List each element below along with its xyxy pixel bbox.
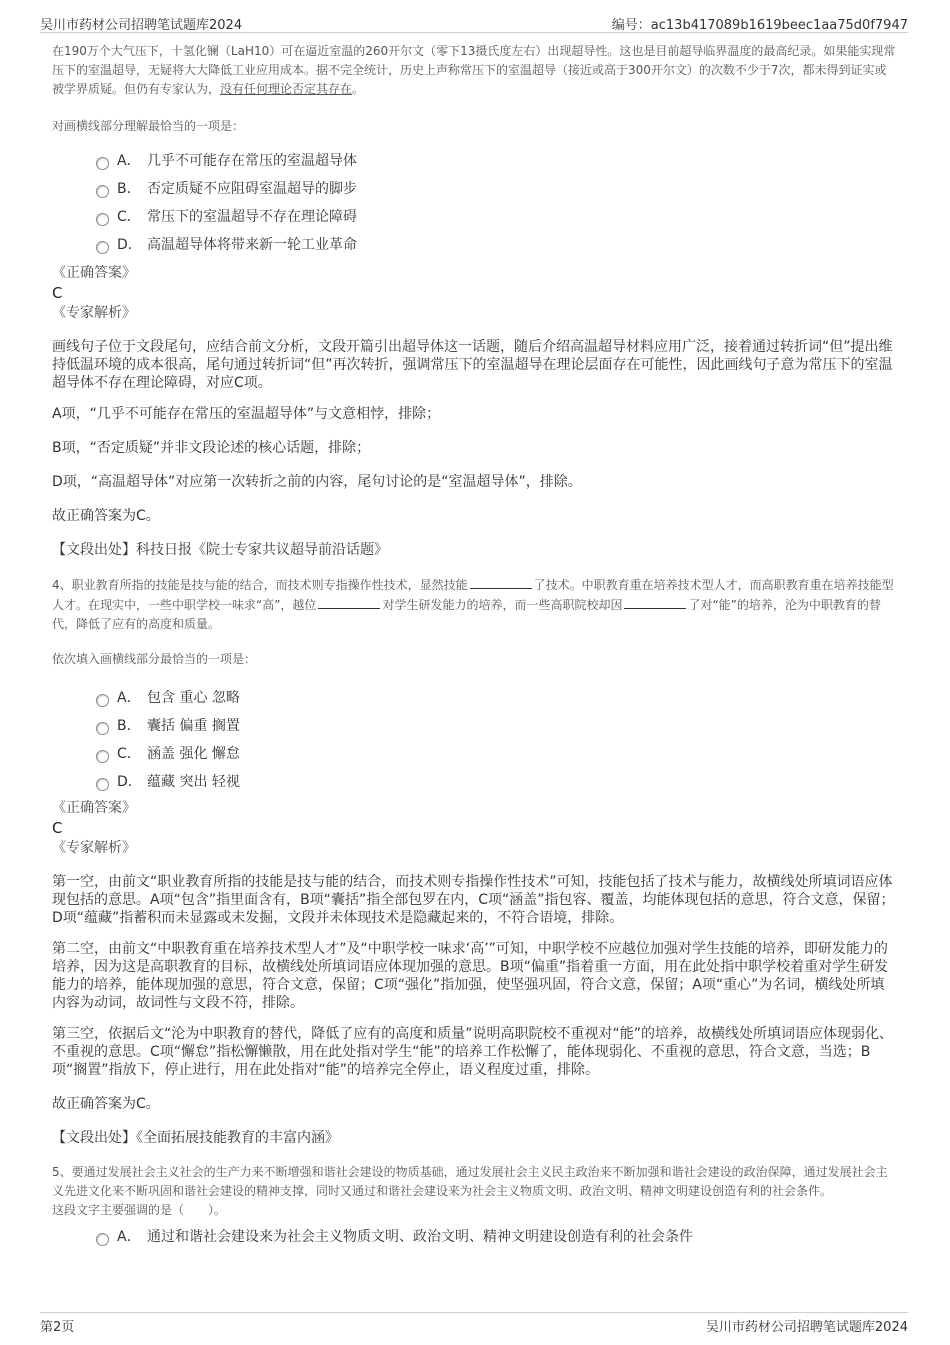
footer-title: 吴川市药材公司招聘笔试题库2024 [705,1320,908,1335]
option-letter: A． [117,690,141,706]
option-letter: D． [117,237,142,253]
q3-passage-end: 。 [352,82,365,96]
q4-analysis-label: 《专家解析》 [52,840,136,856]
q3-underlined-text: 没有任何理论否定其存在 [220,82,353,96]
option-text: 囊括 偏重 搁置 [147,718,240,734]
option-letter: A． [117,153,141,169]
q3-answer-label: 《正确答案》 [52,265,136,281]
option-letter: B． [117,181,141,197]
option-text: 常压下的室温超导不存在理论障碍 [147,209,357,225]
q3-option-a[interactable] [96,146,898,174]
q4-option-a[interactable] [96,683,898,711]
fill-blank-1 [470,575,532,589]
radio-icon[interactable] [96,1233,109,1246]
option-text: 否定质疑不应阻碍室温超导的脚步 [147,181,357,197]
q3-answer: C [52,284,63,302]
q4-passage [52,575,898,634]
q3-analysis-3: B项，“否定质疑”并非文段论述的核心话题，排除； [52,440,371,456]
option-letter: A． [117,1229,141,1245]
q4-source: 【文段出处】《全面拓展技能教育的丰富内涵》 [52,1130,339,1146]
option-text: 涵盖 强化 懈怠 [147,746,240,762]
q4-answer: C [52,819,63,837]
q4-passage-text-3: 对学生研发能力的培养，而一些高职院校却因 [382,598,623,612]
fill-blank-3 [624,595,686,609]
radio-icon[interactable] [96,157,109,170]
radio-icon[interactable] [96,778,109,791]
q3-passage [52,42,898,99]
q4-option-b[interactable] [96,711,898,739]
header-doc-id: 编号：ac13b417089b1619beec1aa75d0f7947 [611,18,908,33]
option-text: 几乎不可能存在常压的室温超导体 [147,153,357,169]
page-number: 第2页 [40,1320,75,1335]
radio-icon[interactable] [96,185,109,198]
page-content [52,40,898,1250]
q4-passage-text-2: 了技术。中职教育重在培养技术型人才，而高职教育重在培养技能型人才。在现实中，一些中职学校一味求“高”，越位 [52,578,894,612]
page-header [40,12,908,33]
q5-options [96,1222,898,1250]
q3-prompt: 对画横线部分理解最恰当的一项是： [52,119,245,133]
page-footer [40,1312,908,1333]
q3-source: 【文段出处】科技日报《院士专家共议超导前沿话题》 [52,542,388,558]
fill-blank-2 [318,595,380,609]
q3-analysis-4: D项，“高温超导体”对应第一次转折之前的内容，尾句讨论的是“室温超导体”，排除。 [52,474,582,490]
q4-passage-text-1: 4、职业教育所指的技能是技与能的结合，而技术则专指操作性技术，显然技能 [52,578,468,592]
q3-analysis-5: 故正确答案为C。 [52,508,160,524]
option-text: 高温超导体将带来新一轮工业革命 [147,237,357,253]
q3-option-c[interactable] [96,202,898,230]
q4-passage-text-4: 了对“能”的培养，沦为中职教育的替代，降低了应有的高度和质量。 [52,598,881,631]
q3-options [96,146,898,258]
q3-analysis-label: 《专家解析》 [52,305,136,321]
q3-analysis-2: A项，“几乎不可能存在常压的室温超导体”与文意相悖，排除； [52,406,441,422]
radio-icon[interactable] [96,750,109,763]
q3-analysis-1: 画线句子位于文段尾句，应结合前文分析，文段开篇引出超导体这一话题，随后介绍高温超导材料应用广泛，接着通过转折词“但”提出维持低温环境的成本很高，尾句通过转折词“但”再次转折，强调常压下的室温超导在理论层面存在可能性，因此画线句子意为常压下的室温超导体不存在理论障碍，对应C项。 [52,339,893,391]
radio-icon[interactable] [96,213,109,226]
q5-option-a[interactable] [96,1222,898,1250]
option-letter: B． [117,718,141,734]
header-title: 吴川市药材公司招聘笔试题库2024 [40,18,243,33]
q4-options [96,683,898,795]
q5-passage: 5、要通过发展社会主义社会的生产力来不断增强和谐社会建设的物质基础，通过发展社会主义民主政治来不断加强和谐社会建设的政治保障，通过发展社会主义先进文化来不断巩固和谐社会建设的精神支撑，同时又通过和谐社会建设来为社会主义物质文明、政治文明、精神文明建设创造有利的社会条件。 [52,1165,888,1198]
option-text: 通过和谐社会建设来为社会主义物质文明、政治文明、精神文明建设创造有利的社会条件 [147,1229,693,1245]
radio-icon[interactable] [96,722,109,735]
q3-option-d[interactable] [96,230,898,258]
radio-icon[interactable] [96,241,109,254]
option-text: 蕴藏 突出 轻视 [147,774,240,790]
q4-option-c[interactable] [96,739,898,767]
q3-passage-text: 在190万个大气压下，十氢化镧（LaH10）可在逼近室温的260开尔文（零下13摄氏度左右）出现超导性。这也是目前超导临界温度的最高纪录。如果能实现常压下的室温超导，无疑将大大降低工业应用成本。据不完全统计，历史上声称常压下的室温超导（接近或高于300开尔文）的次数不少于7次，都未得到证实或被学界质疑。但仍有专家认为， [52,44,896,96]
q4-prompt: 依次填入画横线部分最恰当的一项是： [52,652,257,666]
option-letter: C． [117,746,141,762]
q4-analysis-1: 第一空，由前文“职业教育所指的技能是技与能的结合，而技术则专指操作性技术”可知，技能包括了技术与能力，故横线处所填词语应体现包括的意思。A项“包含”指里面含有，B项“囊括”指全部包罗在内，C项“涵盖”指包容、覆盖，均能体现包括的意思，符合文意，保留；D项“蕴藏”指蓄积而未显露或未发掘，文段并未体现技术是隐藏起来的，不符合语境，排除。 [52,874,895,926]
radio-icon[interactable] [96,694,109,707]
q5-prompt: 这段文字主要强调的是（ ）。 [52,1203,227,1217]
option-letter: C． [117,209,141,225]
option-text: 包含 重心 忽略 [147,690,240,706]
q4-answer-label: 《正确答案》 [52,800,136,816]
q4-analysis-4: 故正确答案为C。 [52,1096,160,1112]
option-letter: D． [117,774,142,790]
q4-analysis-3: 第三空，依据后文“沦为中职教育的替代，降低了应有的高度和质量”说明高职院校不重视对“能”的培养，故横线处所填词语应体现弱化、不重视的意思。C项“懈怠”指松懈懒散，用在此处指对学生“能”的培养工作松懈了，能体现弱化、不重视的意思，符合文意，当选；B项“搁置”指放下，停止进行，用在此处指对“能”的培养完全停止，语义程度过重，排除。 [52,1026,894,1078]
q3-option-b[interactable] [96,174,898,202]
q4-analysis-2: 第二空，由前文“中职教育重在培养技术型人才”及“中职学校一味求‘高’”可知，中职学校不应越位加强对学生技能的培养，即研发能力的培养，因为这是高职教育的目标，故横线处所填词语应体现加强的意思。B项“偏重”指着重一方面，用在此处指中职学校着重对学生研发能力的培养，能体现加强的意思，符合文意，保留；C项“强化”指加强，使坚强巩固，符合文意，保留；A项“重心”为名词，横线处所填内容为动词，故词性与文段不符，排除。 [52,941,889,1011]
q4-option-d[interactable] [96,767,898,795]
